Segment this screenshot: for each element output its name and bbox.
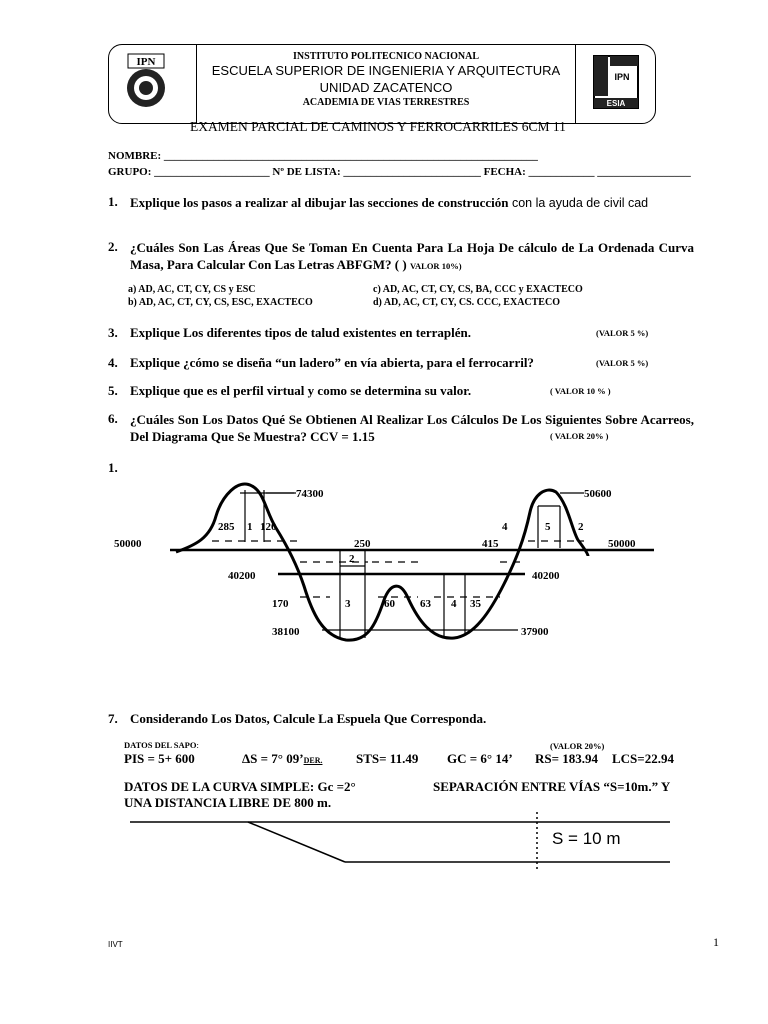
question-3-value: (VALOR 5 %) bbox=[596, 328, 649, 338]
label-40200-left: 40200 bbox=[228, 570, 256, 582]
label-120: 120 bbox=[260, 521, 277, 533]
question-1-text-normal: con la ayuda de civil cad bbox=[508, 196, 649, 210]
question-1-number: 1. bbox=[108, 194, 118, 209]
sapo-lcs: LCS=22.94 bbox=[612, 751, 674, 766]
label-60: 60 bbox=[384, 598, 395, 610]
ipn-logo-text: IPN bbox=[136, 56, 156, 68]
label-3: 3 bbox=[345, 598, 351, 610]
label-2-mid: 2 bbox=[349, 553, 355, 565]
question-7-number: 7. bbox=[108, 711, 118, 726]
question-2-value: VALOR 10%) bbox=[409, 261, 462, 271]
exam-title: EXAMEN PARCIAL DE CAMINOS Y FERROCARRILES 6CM 11 bbox=[190, 119, 566, 134]
question-6-value: ( VALOR 20% ) bbox=[550, 431, 609, 441]
esia-logo-bottom-text: ESIA bbox=[606, 99, 626, 108]
curve-data-line1b: SEPARACIÓN ENTRE VÍAS “S=10m.” Y bbox=[433, 779, 671, 794]
question-5-value: ( VALOR 10 % ) bbox=[550, 386, 611, 396]
label-35: 35 bbox=[470, 598, 481, 610]
question-5-number: 5. bbox=[108, 383, 118, 398]
question-1-text: Explique los pasos a realizar al dibujar las secciones de construcción bbox=[130, 195, 509, 210]
question-4-number: 4. bbox=[108, 355, 118, 370]
curve-data-line1a: DATOS DE LA CURVA SIMPLE: Gc =2° bbox=[124, 779, 356, 794]
question-5-text: Explique que es el perfil virtual y como se determina su valor. bbox=[130, 383, 472, 398]
grupo-field[interactable]: GRUPO: _____________________ Nº DE LISTA: _________________________ FECHA: ____________ _________________ bbox=[108, 166, 691, 178]
sapo-pi: PIS = 5+ 600 bbox=[124, 751, 195, 766]
question-7-text: Considerando Los Datos, Calcule La Espuela Que Corresponda. bbox=[130, 711, 487, 726]
label-4-top: 4 bbox=[502, 521, 508, 533]
curve-data-line2: UNA DISTANCIA LIBRE DE 800 m. bbox=[124, 795, 332, 810]
question-3-number: 3. bbox=[108, 325, 118, 340]
option-b[interactable]: b) AD, AC, CT, CY, CS, ESC, EXACTECO bbox=[128, 297, 313, 308]
question-2-text: ¿Cuáles Son Las Áreas Que Se Toman En Cuenta Para La Hoja De cálculo de La Ordenada Curva Masa, Para Calcular Con Las Letras ABFGM? ( ) bbox=[130, 240, 694, 272]
label-63: 63 bbox=[420, 598, 431, 610]
label-2-right: 2 bbox=[578, 521, 584, 533]
label-40200-right: 40200 bbox=[532, 570, 560, 582]
school-name: ESCUELA SUPERIOR DE INGENIERIA Y ARQUITECTURA bbox=[211, 63, 561, 78]
label-4: 4 bbox=[451, 598, 457, 610]
sapo-value: (VALOR 20%) bbox=[550, 741, 605, 751]
label-250: 250 bbox=[354, 538, 371, 550]
label-74300: 74300 bbox=[296, 488, 324, 500]
sapo-gc: GC = 6° 14’ bbox=[447, 751, 513, 766]
label-50000-right: 50000 bbox=[608, 538, 636, 550]
option-d[interactable]: d) AD, AC, CT, CY, CS. CCC, EXACTECO bbox=[373, 297, 560, 308]
footer-left: IIVT bbox=[108, 940, 123, 949]
question-4-text: Explique ¿cómo se diseña “un ladero” en vía abierta, para el ferrocarril? bbox=[130, 355, 534, 370]
turnout-diagonal bbox=[248, 822, 345, 862]
label-5: 5 bbox=[545, 521, 551, 533]
unit-name: UNIDAD ZACATENCO bbox=[319, 80, 453, 95]
sapo-st: STS= 11.49 bbox=[356, 751, 419, 766]
label-50600: 50600 bbox=[584, 488, 612, 500]
label-50000-left: 50000 bbox=[114, 538, 142, 550]
label-170: 170 bbox=[272, 598, 289, 610]
esia-logo-top-text: IPN bbox=[614, 72, 630, 82]
question-6-number: 6. bbox=[108, 411, 118, 426]
sapo-delta: ΔS = 7° 09’DER. bbox=[242, 751, 323, 766]
question-3-text: Explique Los diferentes tipos de talud existentes en terraplén. bbox=[130, 325, 472, 340]
sapo-rs: RS= 183.94 bbox=[535, 751, 599, 766]
option-a[interactable]: a) AD, AC, CT, CY, CS y ESC bbox=[128, 284, 256, 295]
institute-name: INSTITUTO POLITECNICO NACIONAL bbox=[293, 51, 479, 62]
option-c[interactable]: c) AD, AC, CT, CY, CS, BA, CCC y EXACTECO bbox=[373, 284, 583, 295]
diagram-item-number: 1. bbox=[108, 460, 118, 475]
nombre-field[interactable]: NOMBRE: ____________________________________________________________________ bbox=[108, 150, 538, 162]
academy-name: ACADEMIA DE VIAS TERRESTRES bbox=[302, 97, 470, 108]
label-38100: 38100 bbox=[272, 626, 300, 638]
label-285: 285 bbox=[218, 521, 235, 533]
sapo-title: DATOS DEL SAPO: bbox=[124, 740, 199, 750]
question-6-text: ¿Cuáles Son Los Datos Qué Se Obtienen Al Realizar Los Cálculos De Los Siguientes Sobre Acarreos, Del Diagrama Que Se Muestra? CCV = 1.15 bbox=[130, 412, 694, 444]
label-1: 1 bbox=[247, 521, 253, 533]
question-4-value: (VALOR 5 %) bbox=[596, 358, 649, 368]
label-415: 415 bbox=[482, 538, 499, 550]
page-number: 1 bbox=[713, 935, 719, 949]
question-2-number: 2. bbox=[108, 239, 118, 254]
label-37900: 37900 bbox=[521, 626, 549, 638]
separation-label: S = 10 m bbox=[552, 829, 621, 848]
